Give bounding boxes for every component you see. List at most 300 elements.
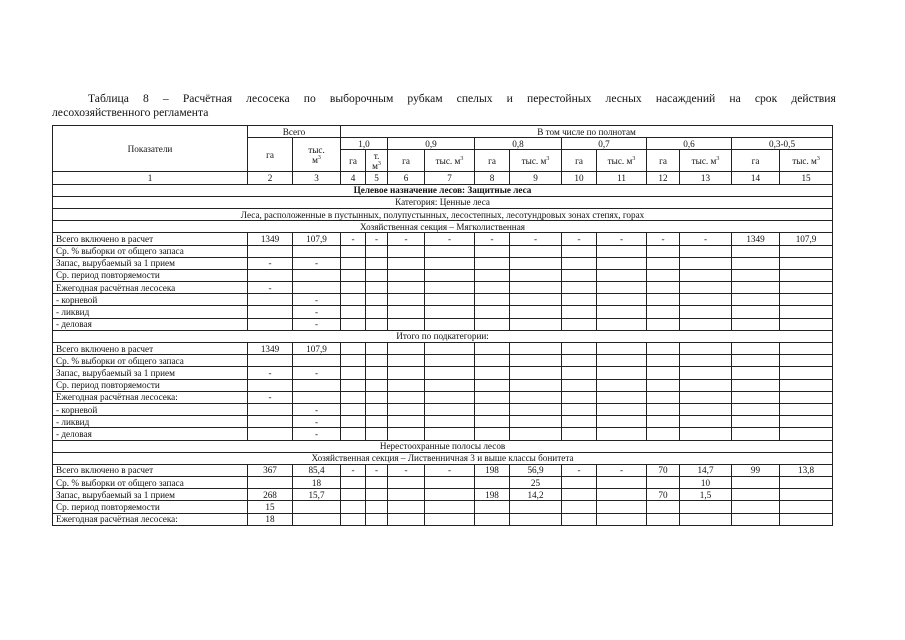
- table-row: [53, 501, 833, 513]
- table-cell: [425, 318, 475, 330]
- table-cell: [475, 367, 510, 379]
- table-cell: [780, 355, 833, 367]
- table-cell: 99: [732, 464, 780, 476]
- table-cell: [475, 416, 510, 428]
- row-label: Запас, вырубаемый за 1 прием: [53, 489, 248, 501]
- table-cell: -: [293, 257, 341, 269]
- column-number: 10: [562, 172, 597, 184]
- table-cell: [780, 379, 833, 391]
- table-cell: [341, 428, 366, 440]
- table-cell: [425, 513, 475, 525]
- table-cell: [388, 294, 425, 306]
- table-cell: [597, 489, 647, 501]
- table-cell: [647, 318, 680, 330]
- table-cell: [647, 257, 680, 269]
- table-cell: [425, 306, 475, 318]
- table-cell: [780, 416, 833, 428]
- table-row: [53, 318, 833, 330]
- sub-thous-m3-text: тыс. м: [521, 155, 547, 166]
- caption-word: насаждений: [655, 92, 716, 105]
- table-cell: [475, 257, 510, 269]
- table-cell: [388, 306, 425, 318]
- table-row: [53, 416, 833, 428]
- table-cell: -: [293, 428, 341, 440]
- caption-word: Расчётная: [182, 92, 233, 105]
- table-cell: [388, 318, 425, 330]
- table-cell: [248, 379, 293, 391]
- table-cell: [732, 367, 780, 379]
- row-label: - ликвид: [53, 306, 248, 318]
- table-cell: [341, 501, 366, 513]
- header-total-ha: га: [248, 138, 293, 172]
- table-cell: [732, 294, 780, 306]
- row-label: - корневой: [53, 403, 248, 415]
- table-cell: -: [341, 233, 366, 245]
- table-cell: [366, 489, 388, 501]
- table-cell: [597, 318, 647, 330]
- table-cell: [388, 343, 425, 355]
- table-cell: -: [425, 233, 475, 245]
- density-3: 0,8: [475, 138, 562, 150]
- density-5: 0,6: [647, 138, 732, 150]
- table-cell: [680, 355, 732, 367]
- density-6: 0,3-0,5: [732, 138, 833, 150]
- table-cell: [680, 306, 732, 318]
- header-row-1: [53, 126, 833, 138]
- table-cell: [680, 257, 732, 269]
- table-cell: [341, 367, 366, 379]
- header-incl-density: В том числе по полнотам: [341, 126, 833, 138]
- table-cell: [732, 428, 780, 440]
- section-title: Целевое назначение лесов: Защитные леса: [53, 184, 833, 196]
- table-row: [53, 269, 833, 281]
- sub-ha: га: [647, 150, 680, 172]
- table-cell: [475, 355, 510, 367]
- sub-thous-short: [366, 150, 388, 172]
- table-cell: [510, 501, 562, 513]
- table-row: [53, 367, 833, 379]
- table-cell: -: [366, 464, 388, 476]
- table-cell: [388, 501, 425, 513]
- table-cell: [388, 416, 425, 428]
- table-cell: [293, 269, 341, 281]
- row-label: Ср. период повторяемости: [53, 269, 248, 281]
- table-row: [53, 513, 833, 525]
- header-total: Всего: [248, 126, 341, 138]
- section-title: Нерестоохранные полосы лесов: [53, 440, 833, 452]
- section-title: Леса, расположенные в пустынных, полупустынных, лесостепных, лесотундровых зонах степях, горах: [53, 208, 833, 220]
- table-cell: [647, 355, 680, 367]
- table-cell: [732, 306, 780, 318]
- row-label: Ежегодная расчётная лесосека:: [53, 513, 248, 525]
- table-cell: [341, 489, 366, 501]
- header-total-m3: [293, 138, 341, 172]
- table-cell: [597, 428, 647, 440]
- table-cell: [562, 477, 597, 489]
- table-cell: [341, 391, 366, 403]
- table-cell: [732, 403, 780, 415]
- table-cell: [366, 318, 388, 330]
- table-cell: [680, 343, 732, 355]
- table-cell: [597, 257, 647, 269]
- table-cell: 107,9: [293, 233, 341, 245]
- table-cell: [341, 477, 366, 489]
- table-cell: [597, 391, 647, 403]
- table-cell: 107,9: [780, 233, 833, 245]
- table-cell: [341, 379, 366, 391]
- table-cell: [647, 391, 680, 403]
- row-label: - ликвид: [53, 416, 248, 428]
- table-row: [53, 464, 833, 476]
- caption-word: 8: [143, 92, 149, 105]
- table-cell: [647, 428, 680, 440]
- table-cell: [366, 355, 388, 367]
- table-cell: 107,9: [293, 343, 341, 355]
- table-row: [53, 477, 833, 489]
- table-cell: 18: [293, 477, 341, 489]
- table-cell: [597, 367, 647, 379]
- table-cell: [510, 391, 562, 403]
- table-cell: [475, 294, 510, 306]
- table-cell: [475, 477, 510, 489]
- table-cell: [680, 379, 732, 391]
- caption-line-1: [52, 92, 836, 106]
- table-cell: [732, 355, 780, 367]
- table-cell: [780, 513, 833, 525]
- table-cell: [366, 403, 388, 415]
- table-cell: [425, 416, 475, 428]
- table-cell: [341, 257, 366, 269]
- table-cell: -: [425, 464, 475, 476]
- table-cell: [425, 403, 475, 415]
- table-cell: [366, 367, 388, 379]
- sub-thous-m3-text: тыс. м: [691, 155, 717, 166]
- table-cell: [293, 245, 341, 257]
- table-cell: [425, 282, 475, 294]
- table-caption: [52, 92, 836, 120]
- table-cell: [388, 379, 425, 391]
- caption-word: выборочным: [329, 92, 394, 105]
- table-cell: [562, 282, 597, 294]
- table-cell: [597, 501, 647, 513]
- table-cell: -: [562, 464, 597, 476]
- table-cell: [510, 282, 562, 294]
- table-cell: -: [293, 416, 341, 428]
- table-cell: [780, 501, 833, 513]
- table-cell: [647, 343, 680, 355]
- table-cell: [780, 269, 833, 281]
- column-number: 4: [341, 172, 366, 184]
- table-cell: [562, 355, 597, 367]
- column-number: 8: [475, 172, 510, 184]
- table-cell: [475, 513, 510, 525]
- table-cell: [366, 282, 388, 294]
- row-label: - корневой: [53, 294, 248, 306]
- table-row: [53, 282, 833, 294]
- table-cell: [597, 306, 647, 318]
- table-cell: [248, 269, 293, 281]
- table-cell: [780, 257, 833, 269]
- table-cell: [366, 269, 388, 281]
- table-cell: [248, 355, 293, 367]
- table-cell: -: [597, 464, 647, 476]
- table-cell: [647, 245, 680, 257]
- table-cell: 198: [475, 464, 510, 476]
- table-cell: [510, 379, 562, 391]
- table-cell: [647, 379, 680, 391]
- table-cell: -: [562, 233, 597, 245]
- section-row: [53, 184, 833, 196]
- table-row: [53, 257, 833, 269]
- sub-thous-m3: [597, 150, 647, 172]
- table-cell: [780, 318, 833, 330]
- table-cell: 198: [475, 489, 510, 501]
- table-cell: [366, 306, 388, 318]
- column-number: 3: [293, 172, 341, 184]
- table-cell: [388, 367, 425, 379]
- table-cell: [341, 294, 366, 306]
- table-cell: [647, 282, 680, 294]
- table-cell: [510, 269, 562, 281]
- row-label: - деловая: [53, 318, 248, 330]
- table-cell: [732, 477, 780, 489]
- column-number: 13: [680, 172, 732, 184]
- table-cell: 14,2: [510, 489, 562, 501]
- caption-line-2: лесохозяйственного регламента: [52, 106, 209, 119]
- table-cell: [425, 294, 475, 306]
- table-cell: [780, 306, 833, 318]
- table-cell: [366, 343, 388, 355]
- table-cell: [475, 391, 510, 403]
- caption-word: срок: [754, 92, 778, 105]
- table-cell: [732, 343, 780, 355]
- table-cell: [732, 513, 780, 525]
- table-cell: [293, 282, 341, 294]
- sub-m2-unit: м: [372, 160, 378, 171]
- sub-thous-m3: [425, 150, 475, 172]
- table-cell: [680, 367, 732, 379]
- table-cell: [780, 428, 833, 440]
- table-cell: [510, 257, 562, 269]
- table-cell: [425, 343, 475, 355]
- table-cell: 18: [248, 513, 293, 525]
- table-cell: -: [293, 318, 341, 330]
- caption-word: действия: [791, 92, 836, 105]
- section-row: [53, 196, 833, 208]
- caption-word: лесных: [605, 92, 642, 105]
- density-1: 1,0: [341, 138, 388, 150]
- table-cell: [366, 477, 388, 489]
- section-row: [53, 452, 833, 464]
- caption-word: рубкам: [407, 92, 443, 105]
- table-cell: [562, 501, 597, 513]
- table-cell: [562, 391, 597, 403]
- table-cell: [562, 513, 597, 525]
- table-cell: [780, 477, 833, 489]
- table-cell: 15: [248, 501, 293, 513]
- table-cell: [248, 416, 293, 428]
- column-number: 2: [248, 172, 293, 184]
- caption-word: и: [506, 92, 513, 105]
- table-cell: 70: [647, 489, 680, 501]
- table-row: [53, 294, 833, 306]
- header-m3-unit: м: [312, 154, 318, 165]
- column-number: 9: [510, 172, 562, 184]
- table-cell: [732, 245, 780, 257]
- table-cell: [562, 428, 597, 440]
- sub-m3-sup: 3: [716, 155, 720, 162]
- sub-m3-sup: 3: [546, 155, 550, 162]
- table-cell: [680, 391, 732, 403]
- table-cell: [647, 416, 680, 428]
- table-cell: [510, 343, 562, 355]
- sub-m3-sup: 3: [460, 155, 464, 162]
- table-cell: [680, 513, 732, 525]
- table-cell: [510, 403, 562, 415]
- table-cell: [597, 416, 647, 428]
- table-cell: [680, 416, 732, 428]
- table-cell: [562, 257, 597, 269]
- sub-ha: га: [562, 150, 597, 172]
- table-cell: [562, 403, 597, 415]
- table-cell: [341, 269, 366, 281]
- sub-ha: га: [732, 150, 780, 172]
- table-cell: [510, 355, 562, 367]
- table-cell: -: [341, 464, 366, 476]
- table-cell: [388, 245, 425, 257]
- table-cell: [597, 403, 647, 415]
- table-cell: [293, 501, 341, 513]
- table-cell: [425, 489, 475, 501]
- table-cell: 1349: [732, 233, 780, 245]
- table-cell: [732, 379, 780, 391]
- row-label: Ср. % выборки от общего запаса: [53, 477, 248, 489]
- table-cell: [562, 343, 597, 355]
- table-cell: [780, 391, 833, 403]
- table-cell: [647, 513, 680, 525]
- table-cell: [388, 269, 425, 281]
- table-cell: [597, 294, 647, 306]
- table-cell: [647, 367, 680, 379]
- table-cell: [388, 477, 425, 489]
- table-cell: [510, 318, 562, 330]
- table-cell: [293, 513, 341, 525]
- allowable-cut-table: [52, 125, 833, 526]
- row-label: - деловая: [53, 428, 248, 440]
- table-cell: [248, 318, 293, 330]
- caption-word: спелых: [456, 92, 493, 105]
- sub-thous-m3-text: тыс. м: [435, 155, 461, 166]
- caption-word: –: [162, 92, 169, 105]
- table-cell: [780, 282, 833, 294]
- table-cell: [425, 501, 475, 513]
- table-cell: [293, 391, 341, 403]
- table-cell: 10: [680, 477, 732, 489]
- row-label: Всего включено в расчет: [53, 343, 248, 355]
- table-cell: [597, 282, 647, 294]
- table-cell: [562, 367, 597, 379]
- table-cell: [248, 294, 293, 306]
- table-cell: [597, 513, 647, 525]
- table-cell: [780, 245, 833, 257]
- table-cell: [388, 391, 425, 403]
- table-cell: [680, 294, 732, 306]
- table-cell: [388, 403, 425, 415]
- row-label: Запас, вырубаемый за 1 прием: [53, 257, 248, 269]
- table-cell: [293, 355, 341, 367]
- table-cell: [732, 501, 780, 513]
- row-label: Всего включено в расчет: [53, 233, 248, 245]
- table-row: [53, 379, 833, 391]
- table-cell: [732, 391, 780, 403]
- table-cell: -: [510, 233, 562, 245]
- table-cell: [647, 501, 680, 513]
- table-cell: [475, 501, 510, 513]
- table-cell: [366, 416, 388, 428]
- table-cell: [366, 245, 388, 257]
- table-row: [53, 355, 833, 367]
- table-cell: -: [597, 233, 647, 245]
- table-cell: [341, 355, 366, 367]
- table-cell: [425, 477, 475, 489]
- sub-m3-sup: 3: [816, 155, 820, 162]
- row-label: Ср. период повторяемости: [53, 379, 248, 391]
- table-cell: 85,4: [293, 464, 341, 476]
- table-cell: [732, 318, 780, 330]
- table-cell: [425, 245, 475, 257]
- sub-ha: га: [475, 150, 510, 172]
- table-cell: [341, 306, 366, 318]
- table-cell: [475, 379, 510, 391]
- table-cell: [475, 428, 510, 440]
- table-cell: -: [248, 391, 293, 403]
- table-cell: [680, 318, 732, 330]
- row-label: Запас, вырубаемый за 1 прием: [53, 367, 248, 379]
- table-cell: [647, 477, 680, 489]
- table-cell: [562, 489, 597, 501]
- density-2: 0,9: [388, 138, 475, 150]
- table-cell: [780, 403, 833, 415]
- table-cell: [366, 257, 388, 269]
- table-cell: -: [647, 233, 680, 245]
- table-cell: [388, 513, 425, 525]
- table-cell: [562, 245, 597, 257]
- column-number: 14: [732, 172, 780, 184]
- table-cell: [597, 477, 647, 489]
- table-cell: [647, 403, 680, 415]
- table-cell: [475, 318, 510, 330]
- density-4: 0,7: [562, 138, 647, 150]
- table-cell: -: [293, 306, 341, 318]
- table-cell: [562, 306, 597, 318]
- table-row: [53, 428, 833, 440]
- table-cell: [680, 501, 732, 513]
- table-cell: 56,9: [510, 464, 562, 476]
- table-cell: [388, 282, 425, 294]
- table-cell: [366, 379, 388, 391]
- sub-thous-m3: [510, 150, 562, 172]
- table-cell: [680, 269, 732, 281]
- table-cell: [562, 294, 597, 306]
- caption-word: на: [729, 92, 741, 105]
- table-cell: -: [293, 294, 341, 306]
- table-cell: [341, 416, 366, 428]
- table-cell: -: [388, 233, 425, 245]
- table-cell: [341, 318, 366, 330]
- section-row: [53, 221, 833, 233]
- column-number: 12: [647, 172, 680, 184]
- caption-word: лесосека: [246, 92, 290, 105]
